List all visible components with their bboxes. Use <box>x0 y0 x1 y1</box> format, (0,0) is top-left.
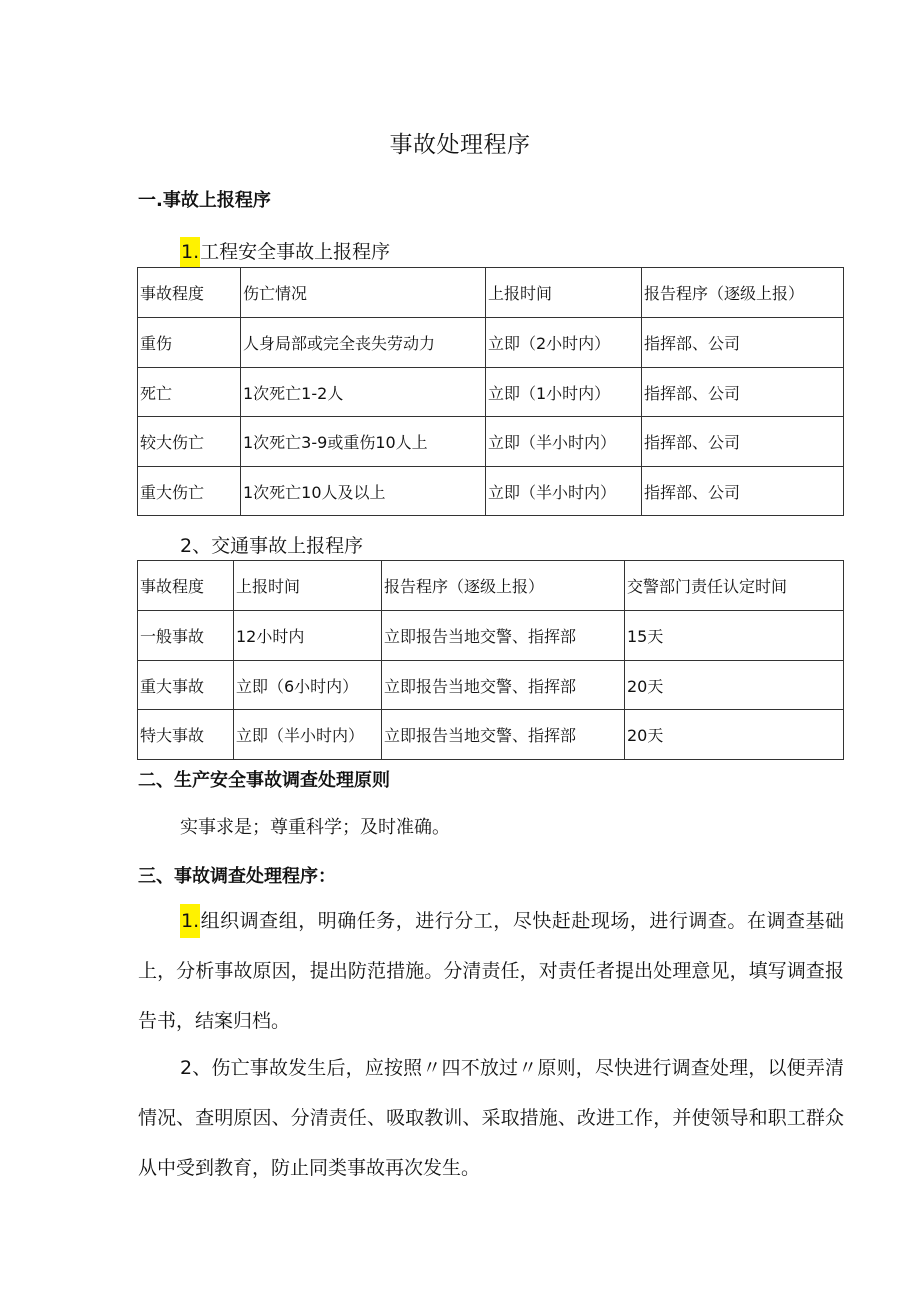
table-cell: 20天 <box>625 710 844 760</box>
table-cell: 立即（半小时内） <box>486 417 642 467</box>
section2-principles: 实事求是；尊重科学；及时准确。 <box>180 817 450 838</box>
table-cell: 指挥部、公司 <box>642 467 844 516</box>
table-row <box>138 611 844 661</box>
subsection1-heading <box>180 237 390 267</box>
table-cell: 人身局部或完全丧失劳动力 <box>241 318 486 368</box>
table-cell: 20天 <box>625 661 844 710</box>
table-cell: 1次死亡1-2人 <box>241 368 486 417</box>
table-cell: 12小时内 <box>234 611 382 661</box>
table-row <box>138 417 844 467</box>
injury-report-table <box>137 267 844 516</box>
document-title: 事故处理程序 <box>389 132 531 158</box>
table-header-cell: 报告程序（逐级上报） <box>642 268 844 318</box>
subsection1-number: 1. <box>180 237 200 267</box>
table-row <box>138 661 844 710</box>
table-row <box>138 318 844 368</box>
procedure-paragraph-1 <box>138 896 844 1046</box>
table-header-cell: 交警部门责任认定时间 <box>625 561 844 611</box>
table-cell: 指挥部、公司 <box>642 368 844 417</box>
table-header-row <box>138 561 844 611</box>
table-header-cell: 上报时间 <box>234 561 382 611</box>
table-cell: 15天 <box>625 611 844 661</box>
section2-heading: 二、生产安全事故调查处理原则 <box>138 770 390 791</box>
table-cell: 立即（6小时内） <box>234 661 382 710</box>
table-cell: 1次死亡10人及以上 <box>241 467 486 516</box>
table-cell: 立即报告当地交警、指挥部 <box>382 611 625 661</box>
table-row <box>138 710 844 760</box>
table-cell: 一般事故 <box>138 611 234 661</box>
table-header-cell: 事故程度 <box>138 561 234 611</box>
table-header-cell: 事故程度 <box>138 268 241 318</box>
table-cell: 立即报告当地交警、指挥部 <box>382 661 625 710</box>
table-cell: 指挥部、公司 <box>642 318 844 368</box>
table-header-cell: 上报时间 <box>486 268 642 318</box>
table-header-cell: 报告程序（逐级上报） <box>382 561 625 611</box>
table-row <box>138 467 844 516</box>
paragraph1-text: 组织调查组，明确任务，进行分工，尽快赶赴现场，进行调查。在调查基础上，分析事故原因，提出防范措施。分清责任，对责任者提出处理意见，填写调查报告书，结案归档。 <box>138 910 844 1032</box>
table-cell: 立即报告当地交警、指挥部 <box>382 710 625 760</box>
table-cell: 重伤 <box>138 318 241 368</box>
table-row <box>138 368 844 417</box>
table-cell: 死亡 <box>138 368 241 417</box>
table-cell: 立即（2小时内） <box>486 318 642 368</box>
subsection2-heading: 2、交通事故上报程序 <box>180 535 364 557</box>
section1-heading: 一.事故上报程序 <box>138 190 271 211</box>
table-cell: 较大伤亡 <box>138 417 241 467</box>
table-header-row <box>138 268 844 318</box>
section3-heading: 三、事故调查处理程序： <box>138 866 336 887</box>
subsection1-text: 工程安全事故上报程序 <box>200 241 391 263</box>
table-cell: 特大事故 <box>138 710 234 760</box>
table-cell: 立即（半小时内） <box>486 467 642 516</box>
paragraph1-number: 1. <box>180 904 200 938</box>
traffic-report-table <box>137 560 844 760</box>
table-header-cell: 伤亡情况 <box>241 268 486 318</box>
table-cell: 1次死亡3-9或重伤10人上 <box>241 417 486 467</box>
table-cell: 指挥部、公司 <box>642 417 844 467</box>
table-cell: 重大事故 <box>138 661 234 710</box>
table-cell: 立即（半小时内） <box>234 710 382 760</box>
table-cell: 重大伤亡 <box>138 467 241 516</box>
procedure-paragraph-2: 2、伤亡事故发生后，应按照〃四不放过〃原则，尽快进行调查处理，以便弄清情况、查明原因、分清责任、吸取教训、采取措施、改进工作，并使领导和职工群众从中受到教育，防止同类事故再次发生。 <box>138 1057 844 1179</box>
table-cell: 立即（1小时内） <box>486 368 642 417</box>
